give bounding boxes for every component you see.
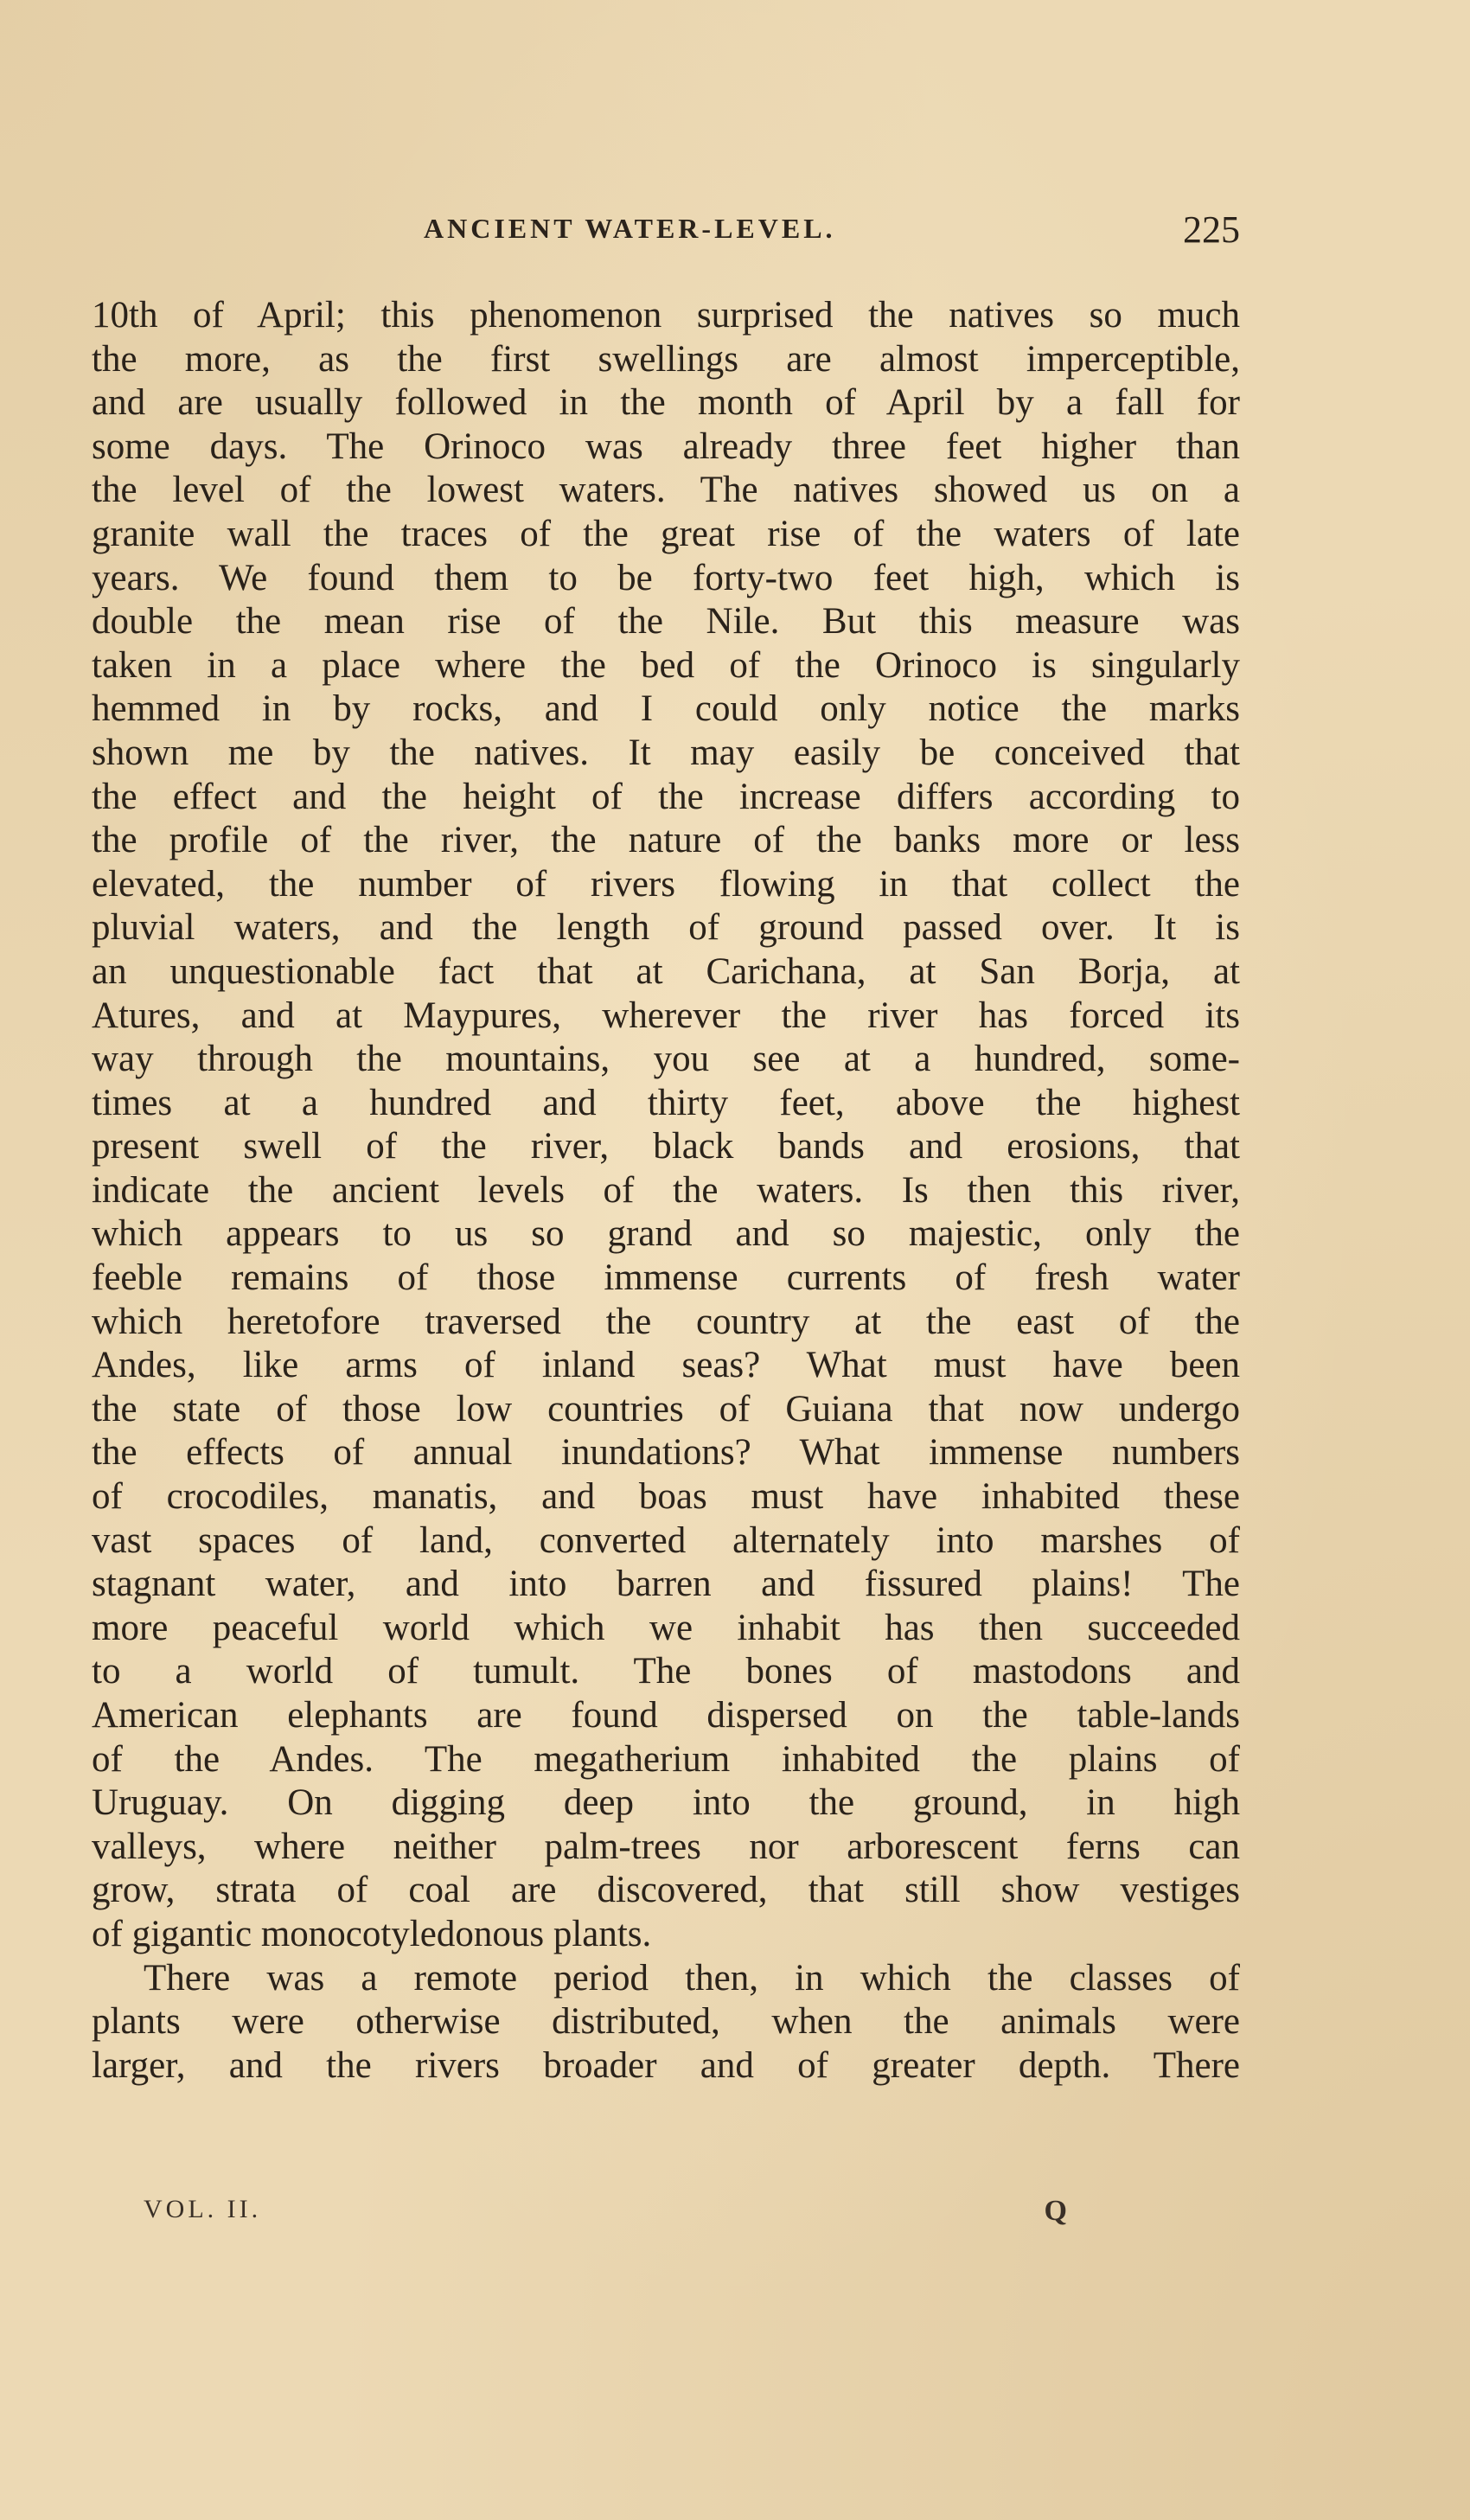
- text-line: Atures, and at Maypures, wherever the river has forced its: [92, 995, 1240, 1036]
- text-line: vast spaces of land, converted alternately into marshes of: [92, 1519, 1240, 1561]
- text-line: some days. The Orinoco was already three feet higher than: [92, 425, 1240, 467]
- text-line: pluvial waters, and the length of ground passed over. It is: [92, 907, 1240, 949]
- text-line: which heretofore traversed the country at the east of the: [92, 1301, 1240, 1342]
- text-line: plants were otherwise distributed, when the animals were: [92, 2001, 1240, 2043]
- paragraph-2: [92, 1957, 1240, 2088]
- text-line: the level of the lowest waters. The natives showed us on a: [92, 470, 1240, 511]
- signature-mark: Q: [1044, 2195, 1067, 2227]
- text-line: Uruguay. On digging deep into the ground, in high: [92, 1782, 1240, 1824]
- paragraph-1: [92, 294, 1240, 1957]
- running-title: ANCIENT WATER-LEVEL.: [424, 213, 836, 244]
- text-line: indicate the ancient levels of the waters. Is then this river,: [92, 1169, 1240, 1211]
- text-line: 10th of April; this phenomenon surprised the natives so much: [92, 295, 1240, 336]
- text-line: taken in a place where the bed of the Orinoco is singularly: [92, 644, 1240, 686]
- text-line: of the Andes. The megatherium inhabited the plains of: [92, 1738, 1240, 1780]
- text-line: and are usually followed in the month of April by a fall for: [92, 382, 1240, 424]
- text-line: the more, as the first swellings are almost imperceptible,: [92, 338, 1240, 380]
- text-line: times at a hundred and thirty feet, above the highest: [92, 1082, 1240, 1123]
- text-line: which appears to us so grand and so majestic, only the: [92, 1213, 1240, 1255]
- text-line: grow, strata of coal are discovered, that still show vestiges: [92, 1870, 1240, 1911]
- text-line: the effects of annual inundations? What immense numbers: [92, 1432, 1240, 1474]
- text-line: stagnant water, and into barren and fissured plains! The: [92, 1564, 1240, 1605]
- text-line: an unquestionable fact that at Carichana, at San Borja, at: [92, 950, 1240, 992]
- volume-mark: VOL. II.: [144, 2195, 262, 2223]
- text-line: the state of those low countries of Guiana that now undergo: [92, 1388, 1240, 1429]
- text-line: granite wall the traces of the great rise of the waters of late: [92, 513, 1240, 554]
- text-line: the profile of the river, the nature of the banks more or less: [92, 820, 1240, 861]
- body-text: [92, 294, 1240, 2088]
- text-line: There was a remote period then, in which the classes of: [144, 1957, 1240, 1999]
- text-line: present swell of the river, black bands and erosions, that: [92, 1126, 1240, 1167]
- text-line: of crocodiles, manatis, and boas must have inhabited these: [92, 1476, 1240, 1518]
- text-line: American elephants are found dispersed on the table-lands: [92, 1695, 1240, 1736]
- page-number: 225: [1183, 208, 1240, 251]
- text-line: years. We found them to be forty-two feet high, which is: [92, 557, 1240, 598]
- text-line: elevated, the number of rivers flowing in that collect the: [92, 863, 1240, 905]
- text-line: shown me by the natives. It may easily be conceived that: [92, 732, 1240, 773]
- text-line: Andes, like arms of inland seas? What must have been: [92, 1345, 1240, 1386]
- text-line: to a world of tumult. The bones of mastodons and: [92, 1651, 1240, 1692]
- text-line: double the mean rise of the Nile. But this measure was: [92, 601, 1240, 643]
- running-header: [424, 208, 1240, 251]
- text-line: of gigantic monocotyledonous plants.: [92, 1913, 652, 1954]
- text-line: valleys, where neither palm-trees nor arborescent ferns can: [92, 1826, 1240, 1867]
- page-footer: [144, 2195, 1067, 2233]
- text-line: way through the mountains, you see at a hundred, some-: [92, 1039, 1240, 1080]
- text-line: feeble remains of those immense currents of fresh water: [92, 1257, 1240, 1299]
- text-line: larger, and the rivers broader and of greater depth. There: [92, 2044, 1240, 2086]
- text-line: more peaceful world which we inhabit has then succeeded: [92, 1607, 1240, 1648]
- text-line: the effect and the height of the increase differs according to: [92, 776, 1240, 817]
- text-line: hemmed in by rocks, and I could only notice the marks: [92, 688, 1240, 730]
